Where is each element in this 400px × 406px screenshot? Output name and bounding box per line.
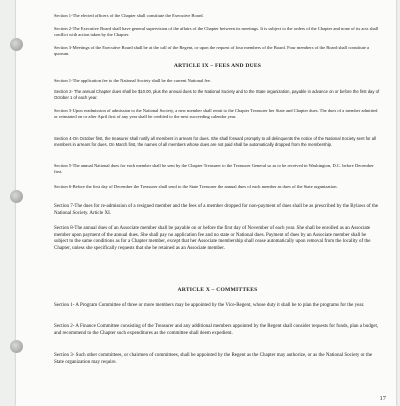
section-paragraph: Section 5-The annual National dues for each member shall be sent by the Chapter Treasurer to the Treasurer General so as to be received in Washington, D.C. before December first. [54, 163, 374, 175]
section-paragraph: Section 1- A Program Committee of three or more members may be appointed by the Vice-Regent, whose duty it shall be to plan the programs for the year. [54, 303, 365, 308]
section-paragraph: Section 2- A Finance Committee consisting of the Treasurer and any additional members appointed by the Regent shall consider requests for funds, plan a budget, and recommend to the Chapter such expenditures as the committee shall deem expedient. [54, 324, 379, 336]
page-number: 17 [379, 395, 386, 402]
section-paragraph: Section 3-Meetings of the Executive Board shall be at the call of the Regent, or upon the request of four members of the Board. Four members of the Board shall constitute a quorum. [54, 45, 370, 57]
section-paragraph: Section 3-Upon readmission of admission to the National Society, a new member shall remit to the Chapter Treasurer her State and Chapter dues. The dues of a member admitted or reinstated on or after April first of any year shall be credited to the next succeeding calendar year. [54, 108, 378, 120]
article-heading: ARTICLE X – COMMITTEES [177, 287, 258, 293]
section-paragraph: Section 1-The elected officers of the Chapter shall constitute the Executive Board. [54, 13, 204, 18]
section-paragraph: Section 3- Such other committees, or chairmen of committees, shall be appointed by the Regent as the Chapter may authorize, or as the National Society or the State organization may require. [54, 353, 373, 365]
section-paragraph: Section 6-Before the first day of December the Treasurer shall send to the State Treasurer the annual dues of each member as dues of the State organization. [54, 184, 338, 189]
section-paragraph: Section 7-The dues for re-admission of a resigned member and the fees of a member dropped for non-payment of dues shall be as prescribed by the Bylaws of the National Society. Article XI. [54, 204, 379, 216]
section-paragraph: Section 2-The Executive Board shall have general supervision of the affairs of the Chapter between its meetings. It is subject to the orders of the Chapter and none of its acts shall conflict with action taken by the Chapter. [54, 26, 379, 38]
punch-hole [10, 190, 23, 203]
section-paragraph: Section 1-The application fee to the National Society shall be the current National fee. [54, 78, 212, 83]
punch-hole [10, 38, 23, 51]
article-heading: ARTICLE IX – FEES AND DUES [173, 63, 262, 69]
punch-hole [10, 340, 23, 353]
section-paragraph: Section 2- The annual Chapter dues shall be $10.00, plus the annual dues to the National Society and to the State organization, payable in advance on or before the first day of October 1 of each year. [54, 89, 380, 101]
article-heading [54, 0, 381, 2]
section-paragraph: Section 4-On October first, the treasurer shall notify all members in arrears for dues. She shall forward promptly to all delinquents the notice of the National Society sent for all members in arrears for dues. On March first, the names of all members whose dues are not paid shall be automatically dropped from the membership. [54, 136, 376, 148]
section-paragraph: Section 8-The annual dues of an Associate member shall be payable on or before the first day of November of each year. She shall be enrolled as an Associate member upon payment of the annual dues. She shall pay no application fee and no state or National dues. Payment of dues by an Associate member shall be subject to the same conditions as for a Chapter member, except that her Associate membership shall cease automatically upon removal from the locality of the Chapter, unless she specifically requests that she be retained as an Associate member. [54, 226, 371, 252]
document-page [16, 0, 396, 406]
